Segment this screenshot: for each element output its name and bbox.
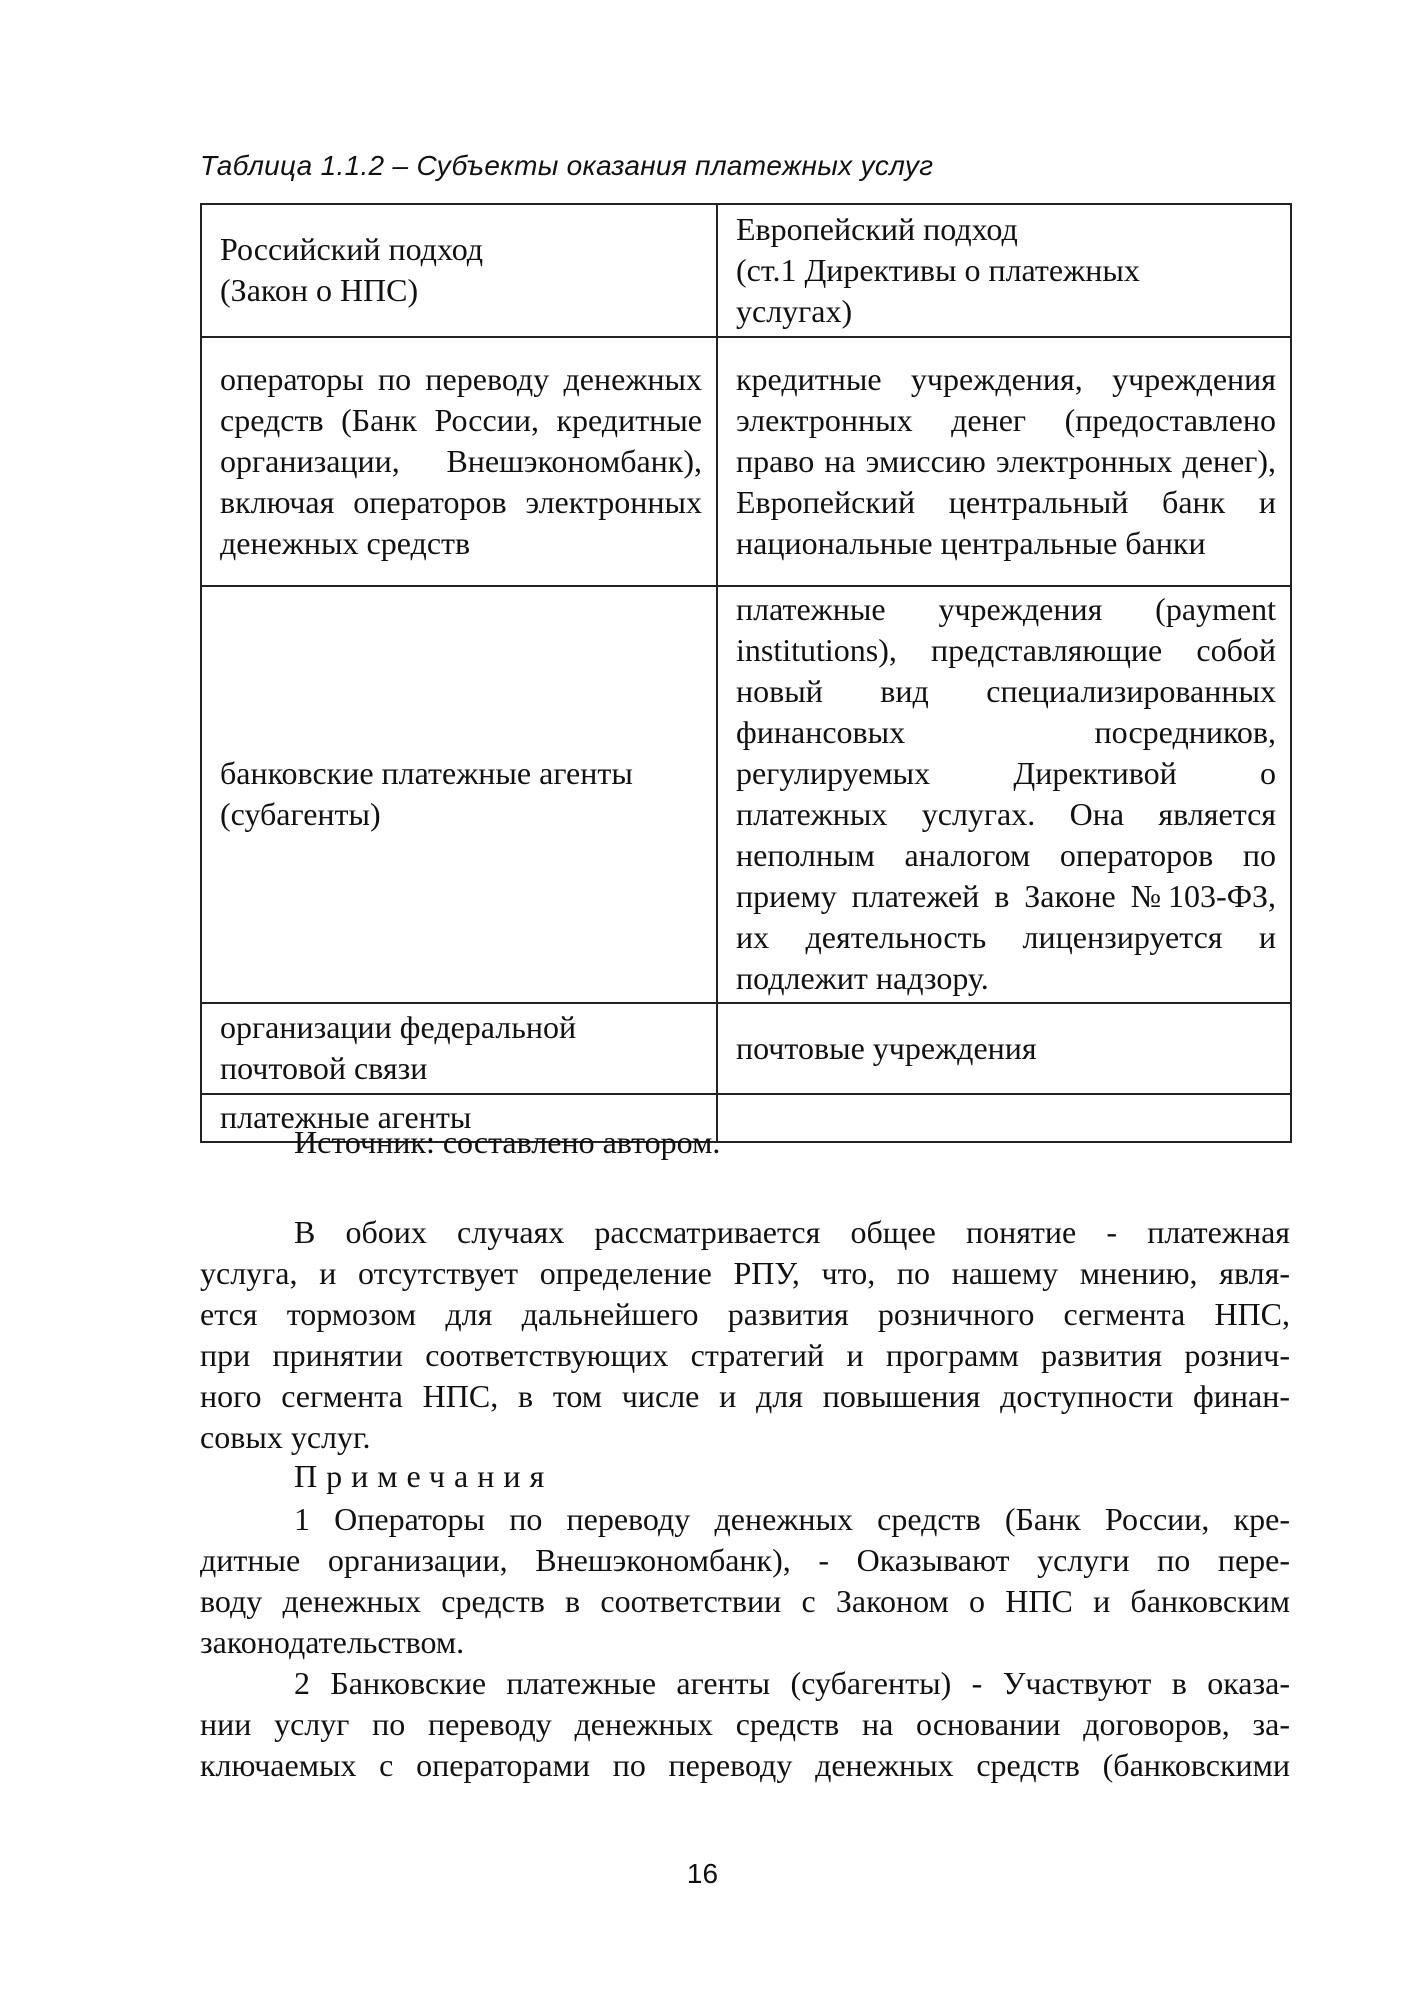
header-left-line: (Закон о НПС) [220, 272, 419, 308]
header-european-approach [717, 204, 1291, 337]
header-right-line: услугах) [736, 292, 853, 329]
page-number: 16 [686, 1858, 719, 1889]
table-caption: Таблица 1.1.2 – Субъекты оказания платежных услуг [200, 150, 934, 181]
header-right-line: (ст.1 Директивы о платежных [736, 251, 1140, 288]
paragraph-line: услуга, и отсутствует определение РПУ, что, по нашему мнению, явля- [200, 1255, 1290, 1291]
notes-heading: Примечания [294, 1458, 554, 1494]
note-paragraph [200, 1499, 1290, 1663]
table-cell-european: кредитные учреждения, учреждения электронных денег (предоставлено право на эмиссию электронных денег), Европейский центральный банк и национальные центральные банки [717, 337, 1291, 586]
header-left-line: Российский подход [220, 231, 484, 267]
paragraph-line: воду денежных средств в соответствии с Законом о НПС и банковским [200, 1583, 1290, 1619]
paragraph-line: законодательством. [200, 1624, 465, 1660]
header-right-line: Европейский подход [736, 210, 1018, 247]
paragraph-line: совых услуг. [200, 1419, 371, 1455]
table-cell-european [717, 1094, 1291, 1142]
paragraph-line: В обоих случаях рассматривается общее понятие - платежная [294, 1214, 1290, 1250]
header-russian-approach [201, 204, 717, 337]
body-paragraph [200, 1212, 1290, 1458]
paragraph-line: ется тормозом для дальнейшего развития розничного сегмента НПС, [200, 1296, 1290, 1332]
table-cell-russian: операторы по переводу денежных средств (Банк России, кредитные организации, Внешэкономбанк), включая операторов электронных денежных средств [201, 337, 717, 586]
paragraph-line: 1 Операторы по переводу денежных средств (Банк России, кре- [294, 1501, 1290, 1537]
table-cell-russian: платежные агенты [201, 1094, 717, 1142]
paragraph-line: 2 Банковские платежные агенты (субагенты) - Участвуют в оказа- [294, 1665, 1290, 1701]
table-cell-european: почтовые учреждения [717, 1003, 1291, 1094]
paragraph-line: нии услуг по переводу денежных средств на основании договоров, за- [200, 1706, 1290, 1742]
payment-service-subjects-table [200, 203, 1292, 1143]
table-row [201, 1003, 1291, 1094]
paragraph-line: дитные организации, Внешэкономбанк), - Оказывают услуги по пере- [200, 1542, 1290, 1578]
table-row [201, 337, 1291, 586]
paragraph-line: ключаемых с операторами по переводу денежных средств (банковскими [200, 1747, 1290, 1783]
paragraph-line: ного сегмента НПС, в том числе и для повышения доступности финан- [200, 1378, 1290, 1414]
table-row [201, 586, 1291, 1003]
table-header-row [201, 204, 1291, 337]
paragraph-line: при принятии соответствующих стратегий и программ развития рознич- [200, 1337, 1290, 1373]
table-source-note: Источник: составлено автором. [294, 1124, 721, 1160]
note-paragraph [200, 1663, 1290, 1786]
table-cell-russian: организации федеральной почтовой связи [201, 1003, 717, 1094]
table-cell-european: платежные учреждения (payment institutions), представляющие собой новый вид специализированных финансовых посредников, регулируемых Директивой о платежных услугах. Она является неполным аналогом операторов по приему платежей в Законе №103-ФЗ, их деятельность лицензируется и подлежит надзору. [717, 586, 1291, 1003]
table-cell-russian: банковские платежные агенты (субагенты) [201, 586, 717, 1003]
